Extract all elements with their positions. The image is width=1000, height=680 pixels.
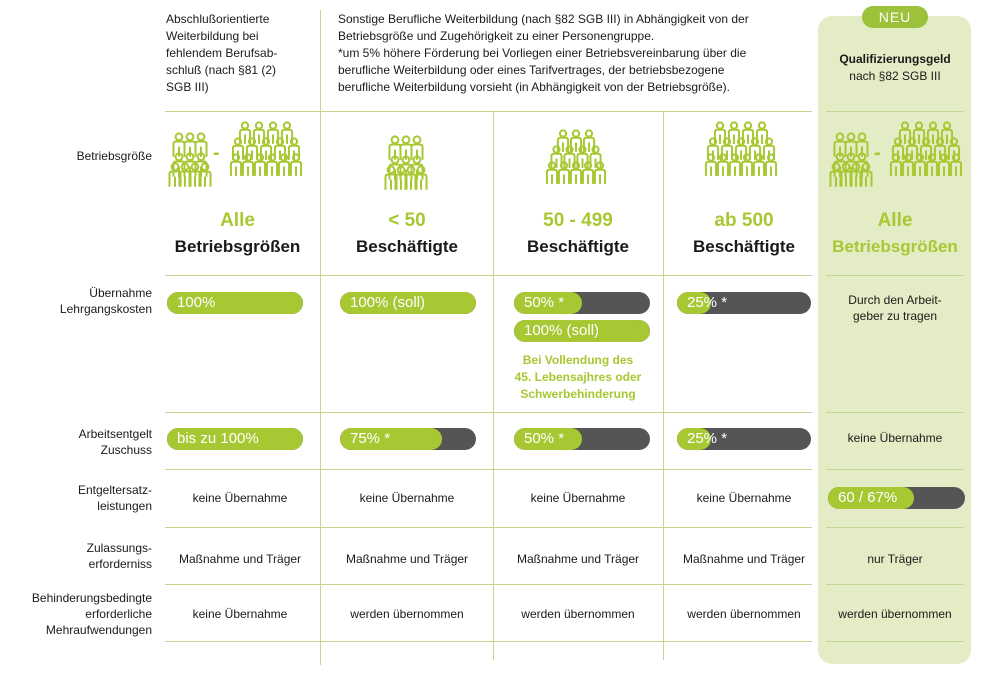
behinderung-c2: werden übernommen — [350, 607, 464, 621]
arbeitsentgelt-c5: keine Übernahme — [847, 431, 943, 445]
divider-col3 — [663, 112, 664, 660]
bar-lehrgang-c1: 100% — [167, 292, 303, 314]
label-lehrgangskosten: Übernahme Lehrgangskosten — [59, 286, 152, 316]
size-c2-big: < 50 — [388, 210, 426, 231]
header-col2: Sonstige Berufliche Weiterbildung (nach §82 SGB III) in Abhängigkeit von der Betriebsgröße und Zugehörigkeit zu einer Personengruppe. *um 5% höhere Förderung bei Vorliegen einer Betriebsvereinbarung über die berufliche Weiterbildung oder eines Tarifvertrages, der betriebsbezogene berufliche Weiterbildung vorsieht (in Abhängigkeit von der Betriebsgröße). — [338, 12, 749, 94]
people-large-icon — [702, 120, 780, 192]
zulassung-c4: Maßnahme und Träger — [682, 552, 806, 566]
bar-arbeitsentgelt-c2: 75% * — [340, 428, 476, 450]
size-c5-big: Alle — [877, 210, 913, 231]
entgeltersatz-c1: keine Übernahme — [192, 491, 288, 505]
hline-lehrgang — [165, 412, 812, 413]
size-c4-sub: Beschäftigte — [692, 237, 796, 256]
bar-lehrgang-c4: 25% * — [677, 292, 811, 314]
entgeltersatz-c2: keine Übernahme — [359, 491, 455, 505]
hline-behinderung — [165, 641, 812, 642]
bar-lehrgang-c3a: 50% * — [514, 292, 650, 314]
label-arbeitsentgelt: Arbeitsentgelt Zuschuss — [78, 427, 152, 457]
entgeltersatz-c3: keine Übernahme — [530, 491, 626, 505]
bar-arbeitsentgelt-c4: 25% * — [677, 428, 811, 450]
people-large-icon — [887, 120, 965, 192]
bar-lehrgang-c2: 100% (soll) — [340, 292, 476, 314]
zulassung-c1: Maßnahme und Träger — [178, 552, 302, 566]
lehrgang-c5: Durch den Arbeit- geber zu tragen — [848, 293, 942, 323]
lehrgang-c3-note: Bei Vollendung des 45. Lebensajhres oder Schwerbehinderung — [514, 353, 642, 401]
people-small-icon — [382, 134, 430, 194]
divider-col1 — [320, 10, 321, 665]
behinderung-c3: werden übernommen — [521, 607, 635, 621]
bar-arbeitsentgelt-c3: 50% * — [514, 428, 650, 450]
size-c1-sub: Betriebsgrößen — [174, 237, 301, 256]
range-dash-icon: - — [874, 142, 881, 164]
behinderung-c1: keine Übernahme — [192, 607, 288, 621]
bar-lehrgang-c3b: 100% (soll) — [514, 320, 650, 342]
people-small-icon — [166, 131, 214, 191]
people-medium-icon — [544, 128, 608, 194]
zulassung-c2: Maßnahme und Träger — [345, 552, 469, 566]
zulassung-c5: nur Träger — [867, 552, 923, 566]
header-col5: Qualifizierungsgeld nach §82 SGB III — [839, 52, 951, 83]
zulassung-c3: Maßnahme und Träger — [516, 552, 640, 566]
header-col1: Abschlußorientierte Weiterbildung bei fehlendem Berufsab- schluß (nach §81 (2) SGB III) — [166, 12, 278, 94]
size-c3-sub: Beschäftigte — [526, 237, 630, 256]
size-c3-big: 50 - 499 — [543, 210, 613, 231]
label-entgeltersatz: Entgeltersatz- leistungen — [77, 483, 152, 513]
bar-entgeltersatz-c5: 60 / 67% — [828, 487, 965, 509]
bar-arbeitsentgelt-c1: bis zu 100% — [167, 428, 303, 450]
behinderung-c4: werden übernommen — [687, 607, 801, 621]
range-dash-icon: - — [213, 142, 220, 164]
hline-header — [165, 111, 812, 112]
label-betriebsgroesse: Betriebsgröße — [76, 149, 152, 163]
neu-badge: NEU — [862, 6, 928, 28]
size-c5-sub: Betriebsgrößen — [832, 237, 958, 256]
label-behinderung: Behinderungsbedingte erforderliche Mehraufwendungen — [31, 591, 152, 637]
people-large-icon — [227, 120, 305, 192]
entgeltersatz-c4: keine Übernahme — [696, 491, 792, 505]
size-c1-big: Alle — [220, 210, 255, 231]
size-c2-sub: Beschäftigte — [355, 237, 459, 256]
people-small-icon — [827, 131, 875, 191]
hline-betrieb — [165, 275, 812, 276]
label-zulassung: Zulassungs- erforderniss — [86, 541, 152, 571]
behinderung-c5: werden übernommen — [838, 607, 952, 621]
hline-entgeltersatz — [165, 527, 812, 528]
size-c4-big: ab 500 — [714, 210, 774, 231]
hline-arbeitsentgelt — [165, 469, 812, 470]
hline-zulassung — [165, 584, 812, 585]
